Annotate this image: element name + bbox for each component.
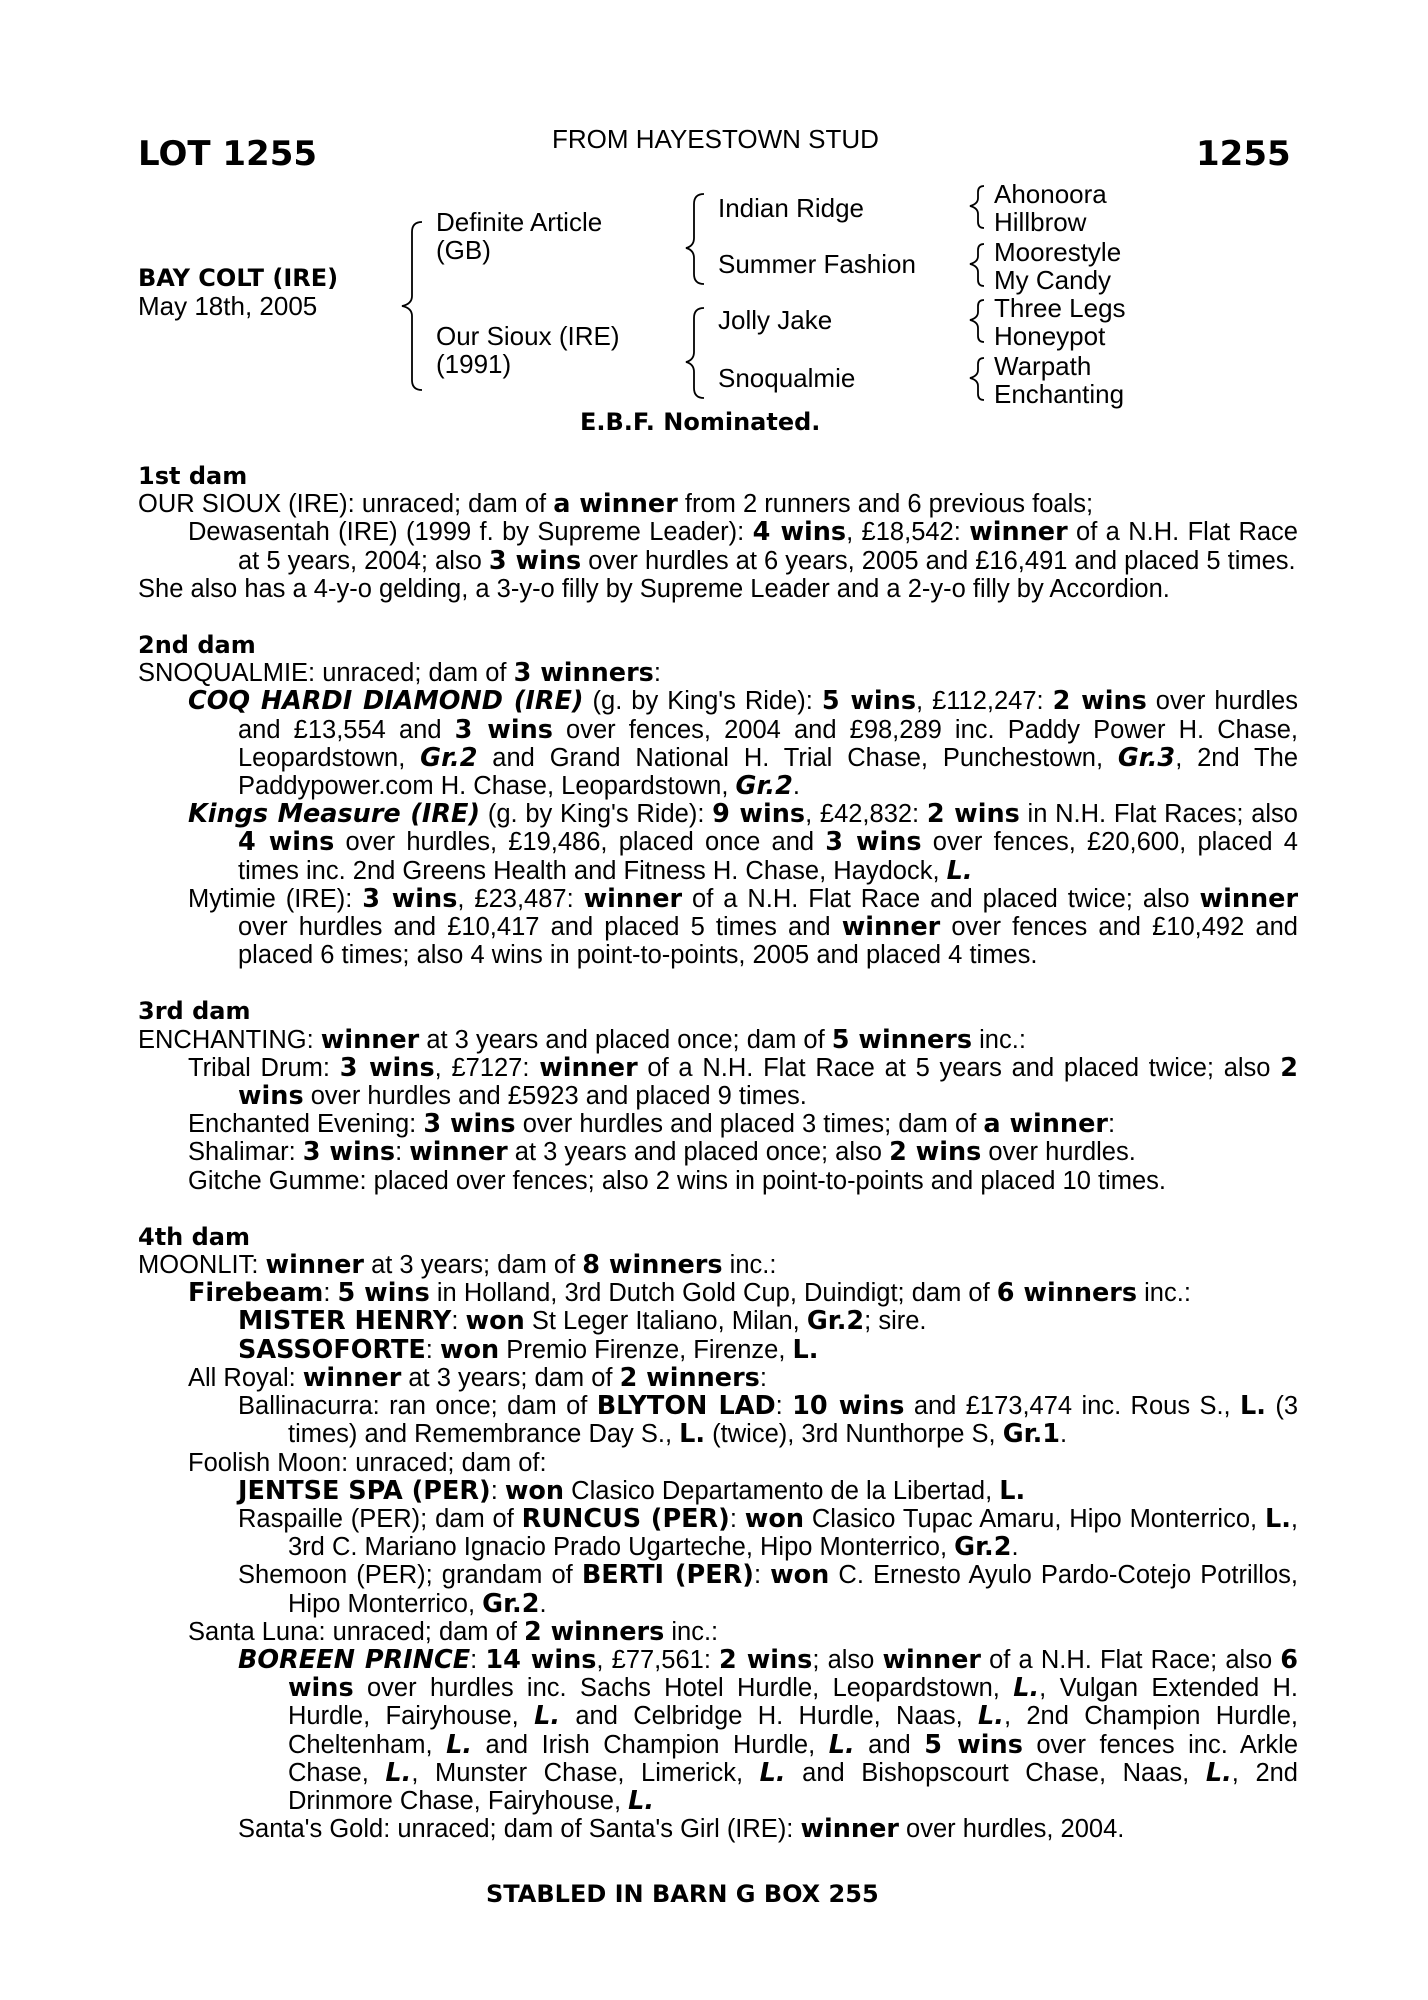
section-heading: 4th dam (138, 1222, 250, 1251)
lot-label: LOT 1255 (138, 134, 318, 174)
entry-text: OUR SIOUX (IRE): unraced; dam of (138, 490, 554, 519)
lot-number: 1255 (1196, 134, 1291, 174)
entry-text: of a N.H. Flat Race and placed twice; also (682, 884, 1200, 913)
pedigree-braces (0, 0, 1428, 420)
entry-text: over hurdles and placed 3 times; dam of (515, 1110, 984, 1139)
entry-text: , Munster Chase, Limerick, (411, 1758, 760, 1787)
section-heading: 1st dam (138, 462, 248, 490)
pedigree-entry (138, 1561, 1298, 1617)
emphasis-text: L. (792, 1334, 819, 1365)
emphasis-text: L. (828, 1729, 855, 1760)
emphasis-text: 3 wins (825, 827, 922, 858)
emphasis-text: COQ HARDI DIAMOND (IRE) (188, 686, 584, 717)
pedigree-entry (138, 885, 1298, 970)
emphasis-text: won (770, 1560, 830, 1591)
entry-text: of a N.H. Flat Race at 5 years, 2004; also (238, 518, 1298, 575)
entry-text: She also has a 4-y-o gelding, a 3-y-o filly by Supreme Leader and a 2-y-o filly by Accordion. (138, 574, 1170, 603)
section-gap (138, 969, 1298, 997)
entry-text: : (1107, 1110, 1116, 1139)
pedigree-entry (138, 1279, 1298, 1307)
emphasis-text: 3 wins (454, 714, 553, 745)
emphasis-text: 5 winners (831, 1024, 973, 1055)
entry-text: at 3 years and placed once; also (507, 1138, 890, 1167)
stabling-info: STABLED IN BARN G BOX 255 (486, 1880, 879, 1908)
entry-text: (twice), 3rd Nunthorpe S, (705, 1420, 1003, 1449)
pedigree-entry (138, 1392, 1298, 1448)
emphasis-text: L. (446, 1729, 473, 1760)
emphasis-text: L. (1013, 1673, 1040, 1704)
entry-text: Raspaille (PER); dam of (238, 1504, 522, 1533)
entry-text: in N.H. Flat Races; also (1019, 800, 1298, 829)
emphasis-text: winner (841, 912, 941, 943)
g3-ancestor: Three Legs (994, 293, 1126, 323)
pedigree-entry (138, 687, 1298, 800)
pedigree-entry (138, 1026, 1298, 1054)
pedigree-entry (138, 1251, 1298, 1279)
emphasis-text: 10 wins (792, 1391, 905, 1422)
entry-text: and (854, 1730, 925, 1759)
emphasis-text: 3 winners (513, 658, 654, 689)
emphasis-text: 3 wins (362, 883, 458, 914)
section-gap (138, 1195, 1298, 1223)
g3-ancestor: Ahonoora (994, 179, 1107, 209)
emphasis-text: winner (265, 1250, 364, 1281)
g3-ancestor: Enchanting (994, 379, 1125, 409)
entry-text: ENCHANTING: (138, 1025, 321, 1054)
emphasis-text: 2 winners (523, 1616, 665, 1647)
g3-ancestor: My Candy (994, 265, 1112, 295)
emphasis-text: won (439, 1334, 500, 1365)
entry-text: , 2nd The Paddypower.com H. Chase, Leopardstown, (238, 743, 1298, 801)
emphasis-text: Gr.2 (954, 1532, 1012, 1563)
entry-text: : (470, 1645, 486, 1674)
pedigree-entry (138, 1138, 1298, 1166)
emphasis-text: 4 wins (238, 827, 335, 858)
entry-text: . (1011, 1533, 1019, 1562)
emphasis-text: 3 wins (423, 1109, 516, 1140)
emphasis-text: a winner (553, 489, 678, 520)
emphasis-text: a winner (983, 1109, 1108, 1140)
emphasis-text: 14 wins (485, 1644, 597, 1675)
section-heading: 3rd dam (138, 997, 251, 1026)
g3-ancestor: Honeypot (994, 321, 1106, 351)
entry-text: SNOQUALMIE: unraced; dam of (138, 659, 514, 688)
emphasis-text: won (465, 1306, 525, 1337)
entry-text: : (451, 1307, 466, 1336)
entry-text: Dewasentah (IRE) (1999 f. by Supreme Leader): (188, 518, 753, 547)
entry-text: over hurdles, 2004. (898, 1815, 1125, 1844)
emphasis-text: L. (999, 1475, 1026, 1506)
emphasis-text: winner (969, 517, 1068, 548)
entry-text: over hurdles and £13,554 and (238, 687, 1298, 744)
pedigree-entry (138, 1646, 1298, 1815)
emphasis-text: 5 wins (821, 686, 917, 717)
entry-text: Clasico Departamento de la Libertad, (564, 1476, 1000, 1505)
pedigree-entry (138, 1110, 1298, 1138)
entry-text: in Holland, 3rd Dutch Gold Cup, Duindigt; dam of (429, 1279, 997, 1308)
entry-text: , 2nd Drinmore Chase, Fairyhouse, (288, 1758, 1298, 1815)
pedigree-entry (138, 1336, 1298, 1364)
emphasis-text: L. (1240, 1391, 1266, 1422)
entry-text: , £112,247: (916, 687, 1053, 716)
g3-ancestor: Moorestyle (994, 237, 1122, 267)
entry-text: Ballinacurra: ran once; dam of (238, 1392, 597, 1421)
entry-text: ; sire. (864, 1307, 927, 1336)
emphasis-text: L. (1264, 1503, 1291, 1534)
entry-text: (g. by King's Ride): (583, 687, 822, 716)
entry-text: : (729, 1504, 745, 1533)
emphasis-text: Gr.2 (735, 771, 793, 802)
entry-text: over hurdles. (981, 1138, 1136, 1167)
entry-text: : (775, 1392, 793, 1421)
entry-text: . (792, 772, 800, 801)
entry-text: over fences and £10,492 and placed 6 times; also 4 wins in point-to-points, 2005 and placed 4 times. (238, 913, 1298, 970)
sire-origin: (GB) (436, 235, 491, 265)
emphasis-text: 2 wins (719, 1644, 813, 1675)
emphasis-text: winner (409, 1137, 508, 1168)
entry-text: over hurdles at 6 years, 2005 and £16,491 and placed 5 times. (581, 546, 1296, 575)
emphasis-text: Gr.1 (1002, 1419, 1061, 1450)
emphasis-text: Kings Measure (IRE) (188, 799, 481, 830)
entry-text: Tribal Drum: (188, 1053, 340, 1082)
emphasis-text: 2 wins (926, 799, 1020, 830)
entry-text: , £7127: (434, 1053, 540, 1082)
entry-text: and Grand National H. Trial Chase, Punchestown, (477, 743, 1118, 772)
entry-text: : (395, 1138, 410, 1167)
pedigree-entry (138, 800, 1298, 885)
emphasis-text: L. (628, 1785, 655, 1816)
entry-text: at 3 years; dam of (364, 1251, 583, 1280)
entry-text: : (425, 1335, 440, 1364)
dam-sire: Jolly Jake (718, 305, 833, 335)
entry-text: Premio Firenze, Firenze, (499, 1335, 793, 1364)
pedigree-entry (138, 575, 1298, 603)
catalogue-body (138, 462, 1298, 1843)
emphasis-text: JENTSE SPA (PER) (238, 1475, 491, 1506)
entry-text: : (753, 1561, 771, 1590)
entry-text: St Leger Italiano, Milan, (524, 1307, 807, 1336)
pedigree-entry (138, 659, 1298, 687)
entry-text: C. Ernesto Ayulo Pardo-Cotejo Potrillos, Hipo Monterrico, (288, 1561, 1298, 1618)
entry-text: Gitche Gumme: placed over fences; also 2 wins in point-to-points and placed 10 times. (188, 1166, 1167, 1195)
emphasis-text: 2 wins (238, 1052, 1298, 1112)
emphasis-text: BERTI (PER) (581, 1560, 754, 1591)
entry-text: : (653, 659, 661, 688)
emphasis-text: 3 wins (302, 1137, 396, 1168)
entry-text: over hurdles and £10,417 and placed 5 times and (238, 913, 842, 942)
entry-text: Shemoon (PER); grandam of (238, 1561, 582, 1590)
emphasis-text: L. (534, 1701, 561, 1732)
emphasis-text: won (504, 1475, 565, 1506)
section-gap (138, 603, 1298, 631)
emphasis-text: 4 wins (752, 517, 847, 548)
entry-text: and Celbridge H. Hurdle, Naas, (560, 1702, 978, 1731)
emphasis-text: 3 wins (488, 545, 582, 576)
emphasis-text: winner (1199, 883, 1299, 914)
entry-text: over fences inc. Arkle Chase, (288, 1730, 1298, 1787)
emphasis-text: Gr.3 (1117, 742, 1176, 773)
foaling-date: May 18th, 2005 (138, 291, 318, 321)
pedigree-entry (138, 1477, 1298, 1505)
pedigree-entry (138, 1505, 1298, 1561)
emphasis-text: L. (385, 1757, 412, 1788)
g3-ancestor: Warpath (994, 351, 1092, 381)
emphasis-text: 5 wins (337, 1278, 430, 1309)
emphasis-text: 9 wins (712, 799, 806, 830)
emphasis-text: winner (882, 1644, 981, 1675)
entry-text: and Bishopscourt Chase, Naas, (785, 1758, 1206, 1787)
pedigree-entry (138, 1167, 1298, 1195)
emphasis-text: 5 wins (924, 1729, 1023, 1760)
emphasis-text: 2 wins (1052, 686, 1147, 717)
entry-text: Santa's Gold: unraced; dam of Santa's Girl (IRE): (238, 1815, 801, 1844)
sire-dam: Summer Fashion (718, 249, 916, 279)
entry-text: at 3 years; dam of (401, 1363, 620, 1392)
entry-text: from 2 runners and 6 previous foals; (677, 490, 1094, 519)
entry-text: All Royal: (188, 1363, 303, 1392)
emphasis-text: 6 wins (288, 1644, 1299, 1704)
sire-name: Definite Article (436, 207, 603, 237)
emphasis-text: winner (320, 1024, 420, 1055)
emphasis-text: SASSOFORTE (238, 1334, 426, 1365)
entry-text: over fences, £20,600, placed 4 times inc. 2nd Greens Health and Fitness H. Chase, Haydock, (238, 828, 1298, 885)
emphasis-text: L. (1205, 1757, 1232, 1788)
entry-text: Foolish Moon: unraced; dam of: (188, 1448, 547, 1477)
emphasis-text: MISTER HENRY (238, 1306, 452, 1337)
entry-text: , £42,832: (805, 800, 927, 829)
entry-text: inc.: (1137, 1279, 1191, 1308)
entry-text: over hurdles, £19,486, placed once and (334, 828, 826, 857)
pedigree-entry (138, 1618, 1298, 1646)
emphasis-text: L. (679, 1419, 706, 1450)
emphasis-text: BLYTON LAD (596, 1391, 776, 1422)
emphasis-text: L. (759, 1757, 786, 1788)
entry-text: over hurdles and £5923 and placed 9 times. (303, 1082, 807, 1111)
entry-text: , 2nd Champion Hurdle, Cheltenham, (288, 1702, 1298, 1759)
entry-text: : (323, 1279, 338, 1308)
emphasis-text: L. (978, 1701, 1004, 1732)
entry-text: . (539, 1589, 547, 1618)
dam-dam: Snoqualmie (718, 363, 856, 393)
entry-text: (3 times) and Remembrance Day S., (288, 1392, 1299, 1449)
emphasis-text: L. (946, 855, 973, 886)
entry-text: inc.: (664, 1617, 719, 1646)
entry-text: and Irish Champion Hurdle, (472, 1730, 829, 1759)
sire-sire: Indian Ridge (718, 193, 864, 223)
entry-text: , 3rd C. Mariano Ignacio Prado Ugarteche, Hipo Monterrico, (288, 1504, 1298, 1562)
emphasis-text: BOREEN PRINCE (238, 1644, 471, 1675)
pedigree-entry (138, 1054, 1298, 1110)
emphasis-text: 8 winners (582, 1250, 723, 1281)
entry-text: over hurdles inc. Sachs Hotel Hurdle, Leopardstown, (353, 1674, 1014, 1703)
pedigree-entry (138, 490, 1298, 518)
emphasis-text: winner (583, 883, 683, 914)
emphasis-text: winner (302, 1362, 402, 1393)
emphasis-text: 2 winners (619, 1362, 760, 1393)
entry-text: over fences, 2004 and £98,289 inc. Paddy Power H. Chase, Leopardstown, (238, 715, 1298, 772)
emphasis-text: won (744, 1503, 805, 1534)
entry-text: Enchanted Evening: (188, 1110, 424, 1139)
emphasis-text: Gr.2 (482, 1588, 540, 1619)
entry-text: ; also (812, 1645, 883, 1674)
entry-text: of a N.H. Flat Race; also (980, 1645, 1281, 1674)
dam-year: (1991) (436, 349, 512, 379)
entry-text: inc.: (722, 1251, 777, 1280)
entry-text: at 3 years and placed once; dam of (419, 1025, 832, 1054)
entry-text: of a N.H. Flat Race at 5 years and placed twice; also (637, 1053, 1281, 1082)
emphasis-text: 3 wins (339, 1052, 435, 1083)
pedigree-entry (138, 518, 1298, 574)
entry-text: (g. by King's Ride): (480, 800, 713, 829)
entry-text: Mytimie (IRE): (188, 884, 363, 913)
dam-name: Our Sioux (IRE) (436, 321, 620, 351)
pedigree-entry (138, 1364, 1298, 1392)
entry-text: Clasico Tupac Amaru, Hipo Monterrico, (804, 1504, 1265, 1533)
emphasis-text: 6 winners (996, 1278, 1138, 1309)
emphasis-text: Gr.2 (806, 1306, 865, 1337)
vendor-name: FROM HAYESTOWN STUD (552, 124, 879, 154)
entry-text: inc.: (972, 1025, 1026, 1054)
pedigree-entry (138, 1449, 1298, 1477)
entry-text: . (1060, 1420, 1068, 1449)
entry-text: Shalimar: (188, 1138, 303, 1167)
entry-text: Santa Luna: unraced; dam of (188, 1617, 524, 1646)
ebf-nomination: E.B.F. Nominated. (580, 408, 821, 436)
entry-text: , £77,561: (596, 1645, 720, 1674)
entry-text: : (759, 1363, 767, 1392)
entry-text: , £23,487: (457, 884, 584, 913)
entry-text: MOONLIT: (138, 1251, 266, 1280)
section-heading: 2nd dam (138, 631, 256, 660)
entry-text: : (490, 1476, 505, 1505)
entry-text: and £173,474 inc. Rous S., (904, 1392, 1241, 1421)
horse-name: BAY COLT (IRE) (138, 264, 339, 292)
pedigree-entry (138, 1815, 1298, 1843)
emphasis-text: Firebeam (188, 1278, 324, 1309)
g3-ancestor: Hillbrow (994, 207, 1087, 237)
emphasis-text: winner (800, 1814, 899, 1845)
emphasis-text: 2 wins (889, 1137, 982, 1168)
emphasis-text: Gr.2 (420, 742, 478, 773)
emphasis-text: winner (539, 1052, 638, 1083)
emphasis-text: RUNCUS (PER) (521, 1503, 730, 1534)
entry-text: , Vulgan Extended H. Hurdle, Fairyhouse, (288, 1674, 1298, 1731)
pedigree-entry (138, 1307, 1298, 1335)
entry-text: , £18,542: (846, 518, 970, 547)
